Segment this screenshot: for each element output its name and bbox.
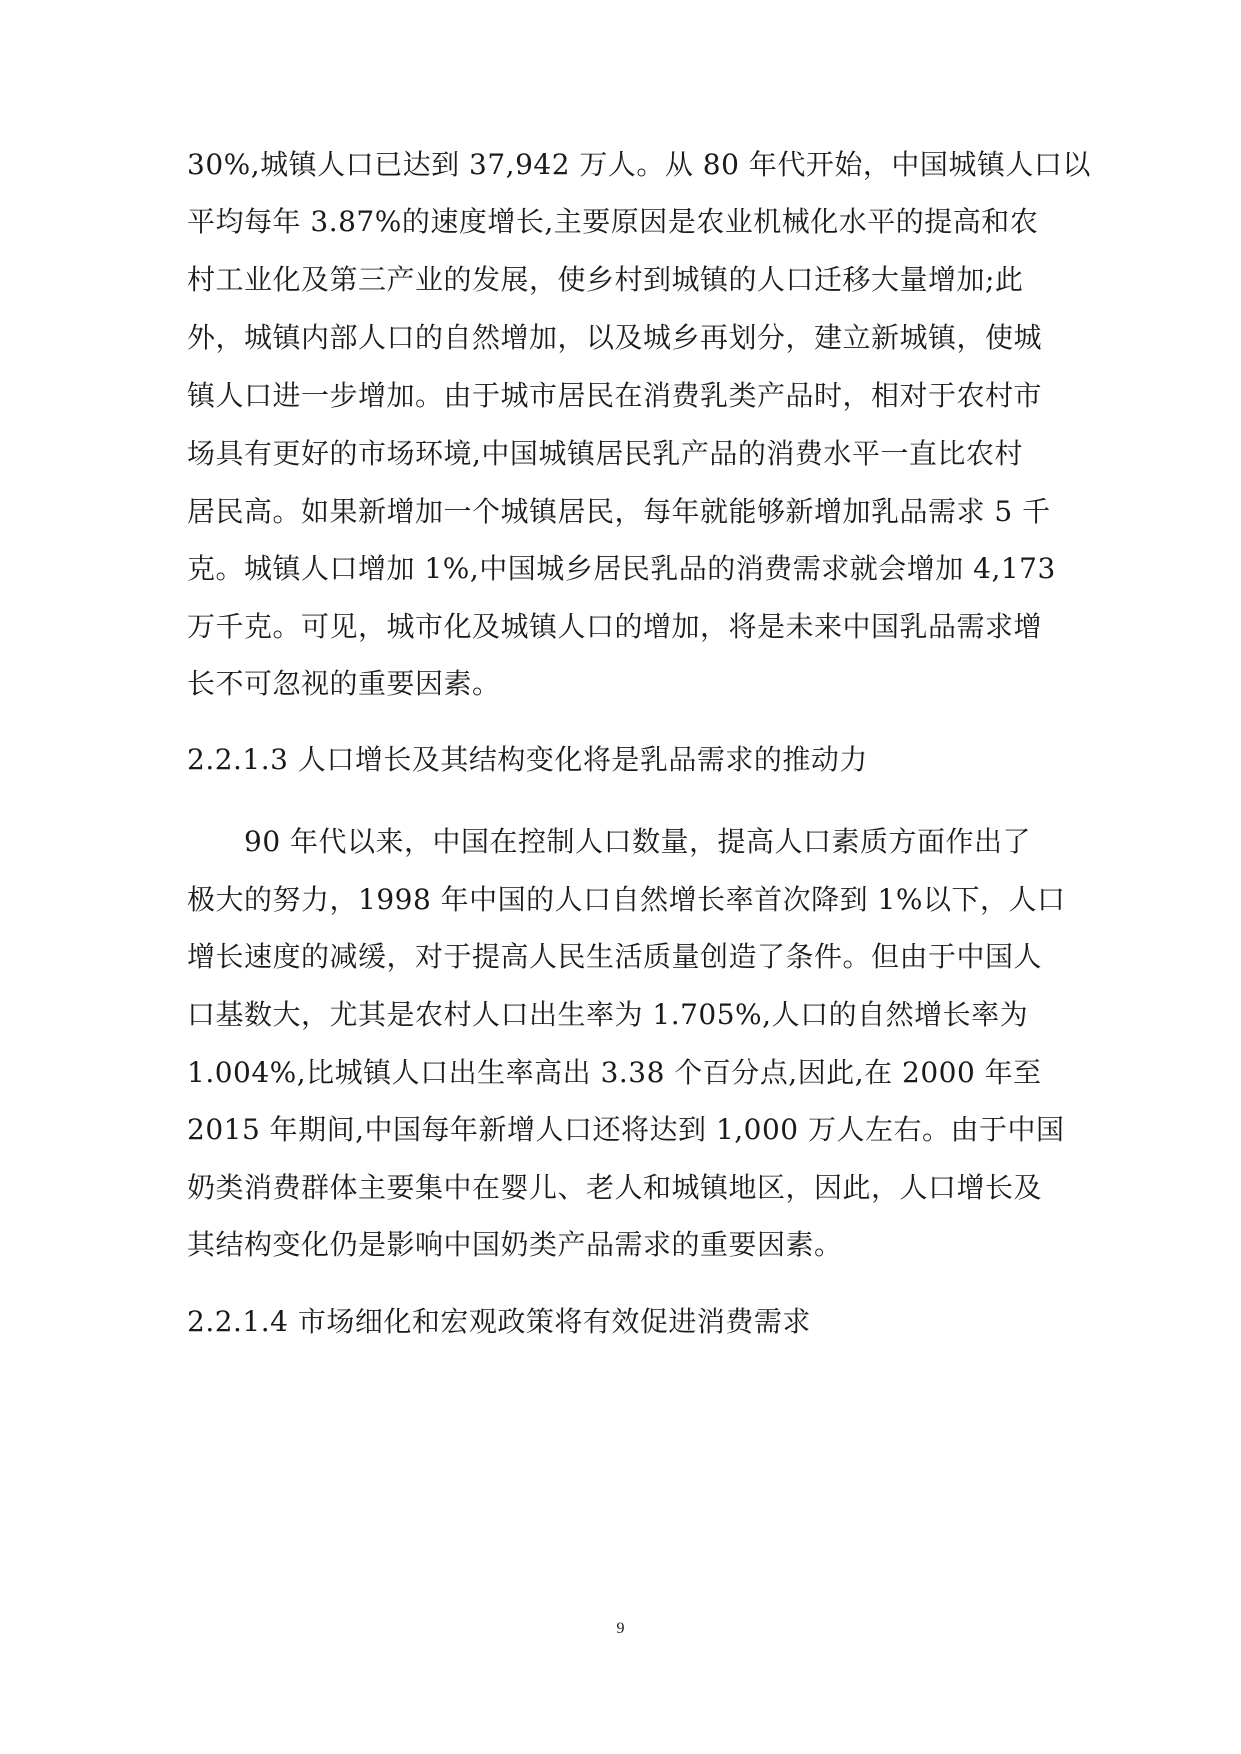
paragraph-line: 增长速度的减缓，对于提高人民生活质量创造了条件。但由于中国人 bbox=[187, 940, 1043, 973]
paragraph-line: 镇人口进一步增加。由于城市居民在消费乳类产品时，相对于农村市 bbox=[187, 379, 1043, 412]
paragraph-line: 长不可忽视的重要因素。 bbox=[187, 667, 501, 700]
paragraph-line: 口基数大，尤其是农村人口出生率为 1.705%,人口的自然增长率为 bbox=[187, 998, 1029, 1031]
paragraph-line: 平均每年 3.87%的速度增长,主要原因是农业机械化水平的提高和农 bbox=[187, 205, 1039, 238]
paragraph-line: 居民高。如果新增加一个城镇居民，每年就能够新增加乳品需求 5 千 bbox=[187, 495, 1051, 528]
paragraph-line: 万千克。可见，城市化及城镇人口的增加，将是未来中国乳品需求增 bbox=[187, 610, 1043, 643]
page-number: 9 bbox=[616, 1620, 625, 1637]
paragraph-line: 90 年代以来，中国在控制人口数量，提高人口素质方面作出了 bbox=[244, 825, 1032, 858]
paragraph-line: 奶类消费群体主要集中在婴儿、老人和城镇地区，因此，人口增长及 bbox=[187, 1171, 1043, 1204]
paragraph-line: 其结构变化仍是影响中国奶类产品需求的重要因素。 bbox=[187, 1228, 843, 1261]
paragraph-line: 30%,城镇人口已达到 37,942 万人。从 80 年代开始，中国城镇人口以 bbox=[187, 148, 1091, 181]
paragraph-line: 1.004%,比城镇人口出生率高出 3.38 个百分点,因此,在 2000 年至 bbox=[187, 1056, 1042, 1089]
section-heading-2213: 2.2.1.3 人口增长及其结构变化将是乳品需求的推动力 bbox=[187, 743, 868, 776]
paragraph-line: 外，城镇内部人口的自然增加，以及城乡再划分，建立新城镇，使城 bbox=[187, 321, 1043, 354]
section-heading-2214: 2.2.1.4 市场细化和宏观政策将有效促进消费需求 bbox=[187, 1305, 811, 1338]
paragraph-line: 场具有更好的市场环境,中国城镇居民乳产品的消费水平一直比农村 bbox=[187, 437, 1023, 470]
paragraph-line: 2015 年期间,中国每年新增人口还将达到 1,000 万人左右。由于中国 bbox=[187, 1113, 1065, 1146]
paragraph-line: 克。城镇人口增加 1%,中国城乡居民乳品的消费需求就会增加 4,173 bbox=[187, 552, 1056, 585]
paragraph-line: 村工业化及第三产业的发展，使乡村到城镇的人口迁移大量增加;此 bbox=[187, 263, 1024, 296]
paragraph-line: 极大的努力，1998 年中国的人口自然增长率首次降到 1%以下，人口 bbox=[187, 883, 1066, 916]
